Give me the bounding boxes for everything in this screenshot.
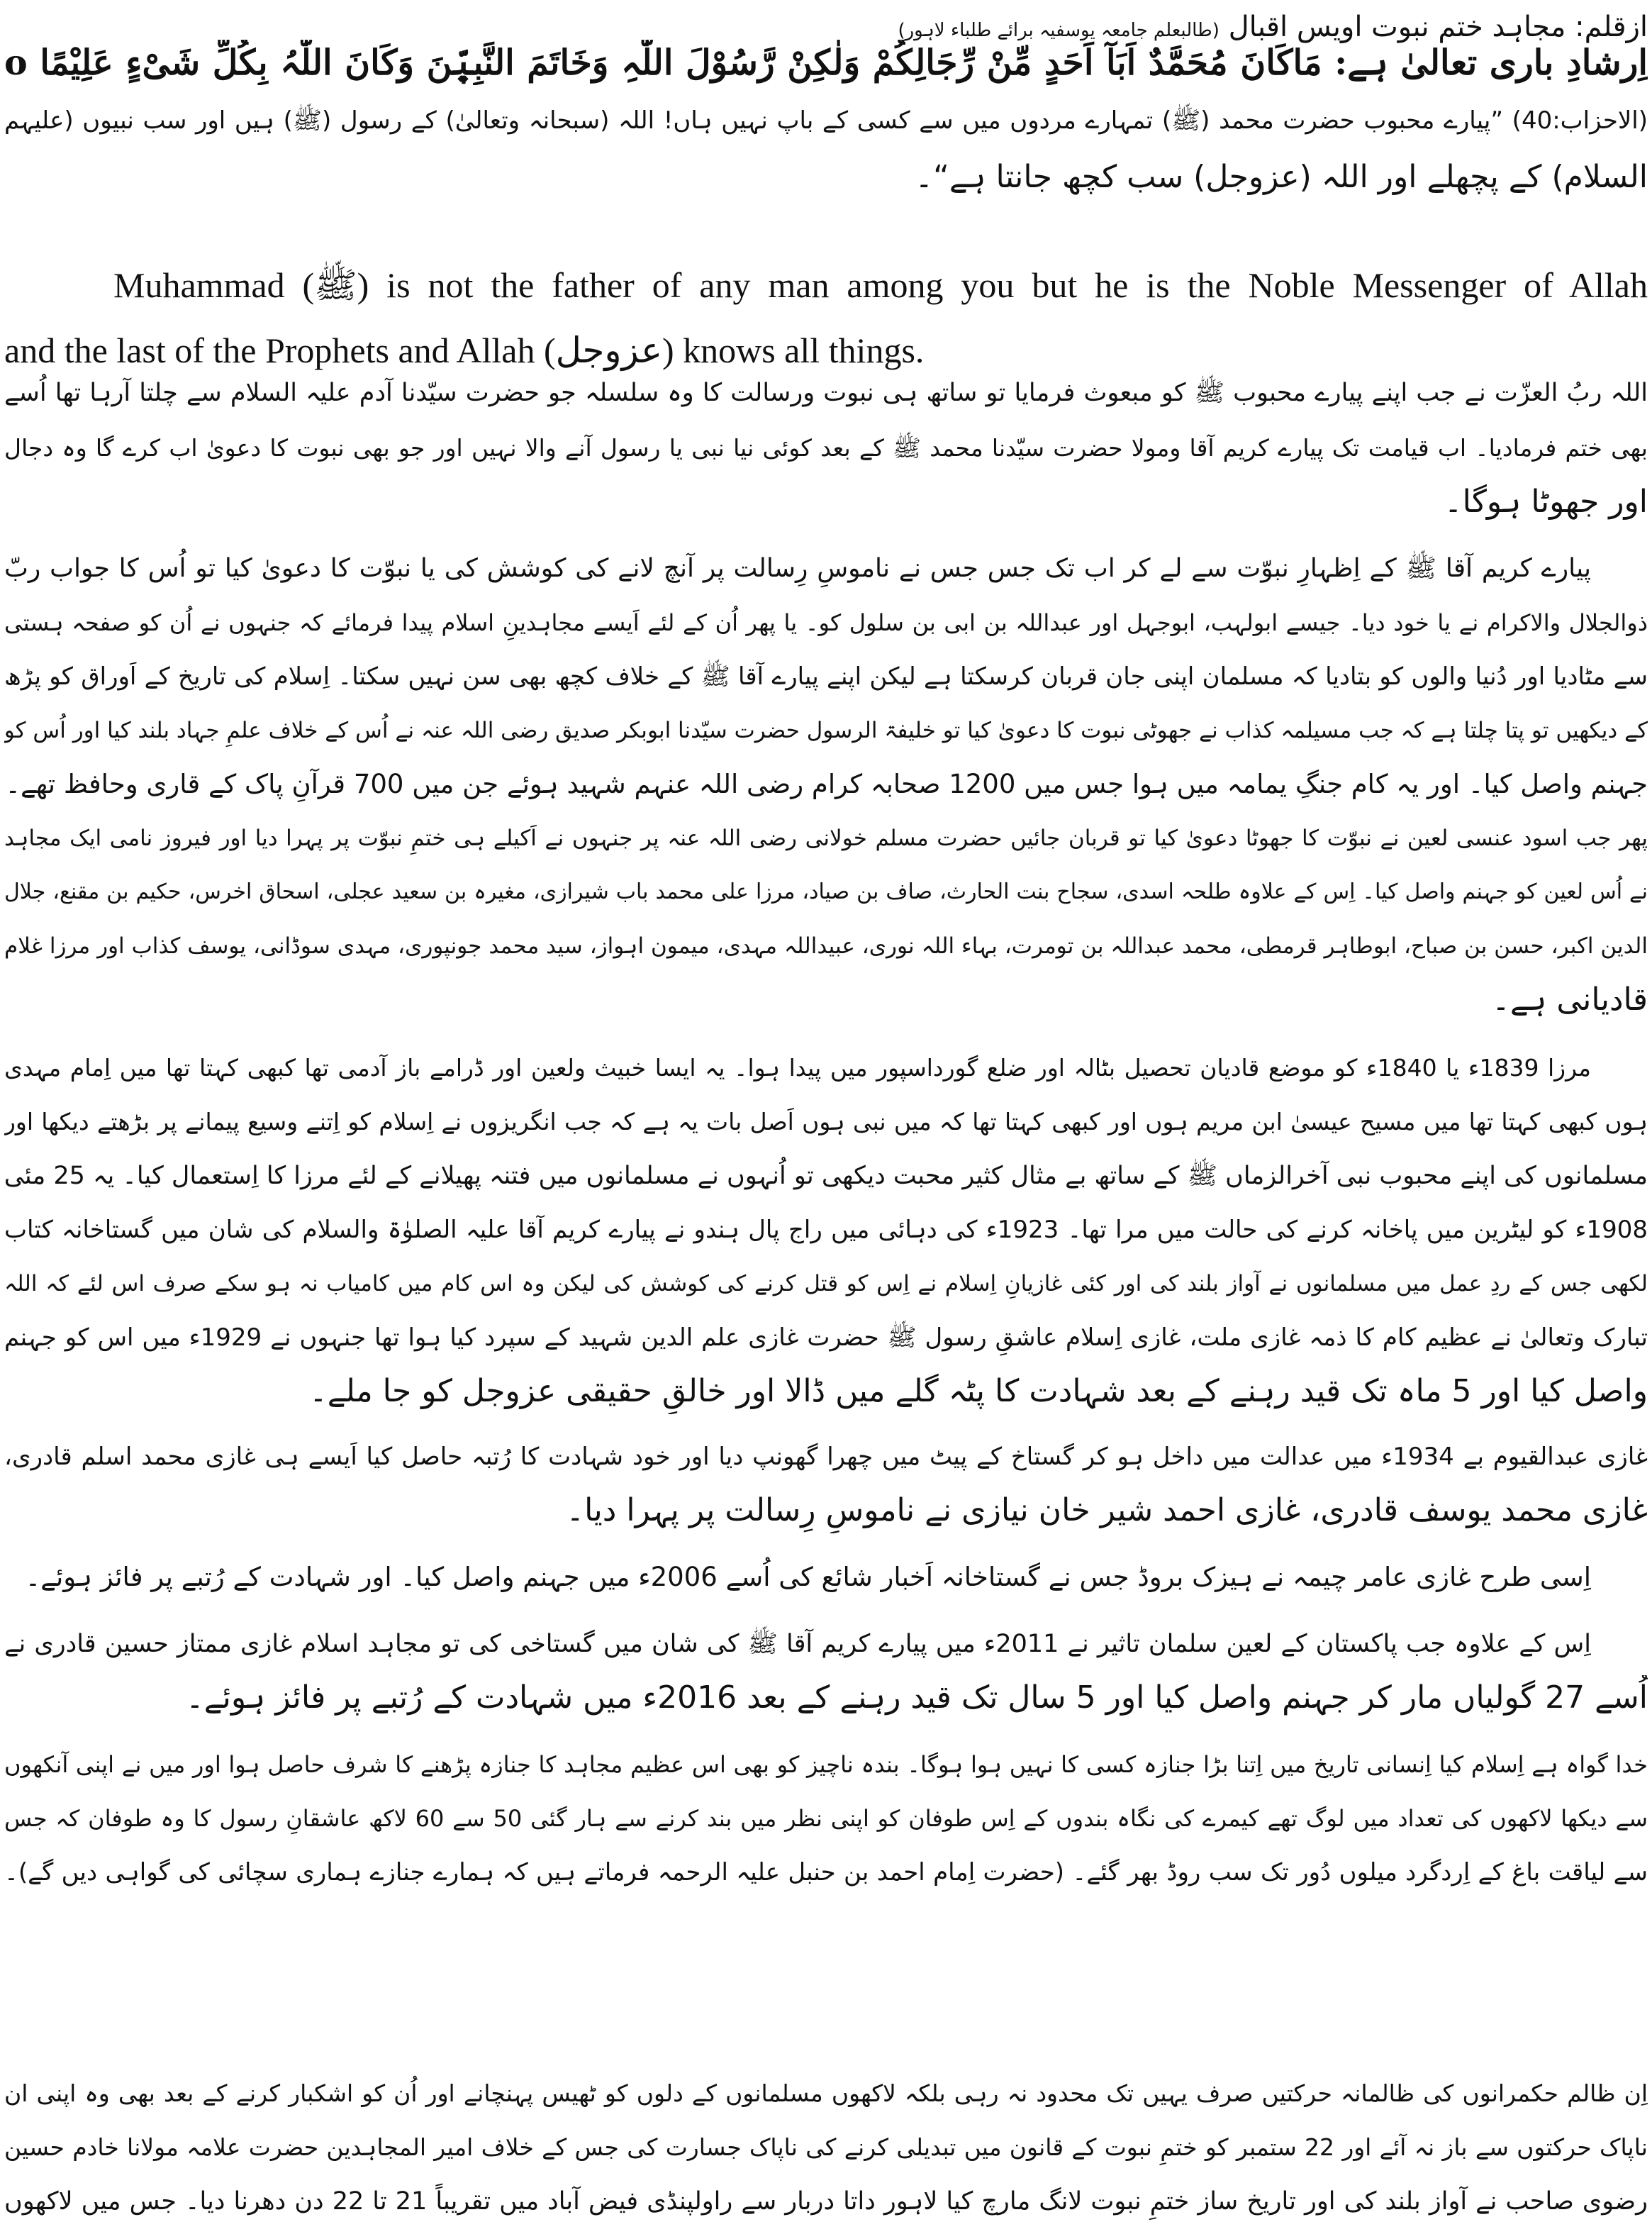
- paragraph-line: غازی محمد یوسف قادری، غازی احمد شیر خان نیازی نے ناموسِ رِسالت پر پہرا دیا۔: [566, 1492, 1648, 1528]
- author-name: ازقلم: مجاہد ختم نبوت اویس اقبال: [1228, 11, 1648, 43]
- paragraph-line: ذوالجلال والاکرام نے یا خود دیا۔ جیسے ابولہب، ابوجہل اور عبداللہ بن ابی بن سلول کو۔ یا پھر اُن کے لئے اَیسے مجاہدینِ اسلام پیدا فرمائے کہ جنہوں نے اُن کو صفحہ ہستی: [4, 609, 1648, 636]
- paragraph-line: اللہ ربُ العزّت نے جب اپنے پیارے محبوب ﷺ کو مبعوث فرمایا تو ساتھ ہی نبوت ورسالت کا وہ سلسلہ جو حضرت سیّدنا آدم علیہ السلام سے چلتا آرہا تھا اُسے: [4, 379, 1648, 407]
- paragraph-line: لکھی جس کے ردِ عمل میں مسلمانوں نے آواز بلند کی اور کئی غازیانِ اِسلام نے اِس کو قتل کرنے کی کوشش کی لیکن وہ اس کام میں کامیاب نہ ہو سکے صرف اس لئے کہ اللہ: [4, 1271, 1648, 1296]
- paragraph-line: سے دیکھا لاکھوں کی تعداد میں لوگ تھے کیمرے کی نگاہ بندوں کے اِس طوفان کو اپنی نظر میں بند کرنے سے ہار گئی 50 سے 60 لاکھ عاشقانِ رسول کا وہ طوفان کہ جس: [4, 1805, 1648, 1832]
- paragraph-line: ہوں کبھی کہتا تھا میں مسیح عیسیٰ ابن مریم ہوں اور کبھی کہتا تھا کہ میں نبی ہوں اَصل بات یہ ہے کہ جب انگریزوں نے اِسلام کو اِتنے وسیع پیمانے پر بڑھتے دیکھا اور: [4, 1108, 1648, 1135]
- paragraph-line: پیارے کریم آقا ﷺ کے اِظہارِ نبوّت سے لے کر اب تک جس جس نے ناموسِ رِسالت پر آنچ لانے کی کوشش کی یا نبوّت کا دعویٰ کیا تو اُس کا جواب ربّ: [4, 554, 1591, 583]
- paragraph-line: کے دیکھیں تو پتا چلتا ہے کہ جب مسیلمہ کذاب نے جھوٹی نبوت کا دعویٰ کیا تو خلیفۃ الرسول حضرت سیّدنا ابوبکر صدیق رضی اللہ عنہ نے اُس کے خلاف علمِ جہاد بلند کیا اور اُس کو: [4, 718, 1648, 743]
- paragraph-line: قادیانی ہے۔: [1492, 982, 1648, 1018]
- english-translation-line: Muhammad (ﷺ) is not the father of any man among you but he is the Noble Messenger of Allah: [113, 265, 1648, 305]
- verse-translation-line: السلام) کے پچھلے اور اللہ (عزوجل) سب کچھ جانتا ہے“۔: [915, 159, 1648, 195]
- paragraph-line: اِن ظالم حکمرانوں کی ظالمانہ حرکتیں صرف یہیں تک محدود نہ رہی بلکہ لاکھوں مسلمانوں کے دلوں کو ٹھیس پہنچانے اور اُن کو اشکبار کرنے کے بعد بھی وہ اپنی ان: [4, 2079, 1648, 2107]
- paragraph-line: اُسے 27 گولیاں مار کر جہنم واصل کیا اور 5 سال تک قید رہنے کے بعد 2016ء میں شہادت کے رُتبے پر فائز ہوئے۔: [186, 1679, 1648, 1716]
- english-translation-line: and the last of the Prophets and Allah (عزوجل) knows all things.: [4, 330, 925, 370]
- paragraph-line: بھی ختم فرمادیا۔ اب قیامت تک پیارے کریم آقا ومولا حضرت سیّدنا محمد ﷺ کے بعد کوئی نیا نبی یا رسول آنے والا نہیں اور جو بھی نبوت کا دعویٰ اب کرے گا وہ دجال: [4, 434, 1648, 462]
- paragraph-line: مرزا 1839ء یا 1840ء کو موضع قادیان تحصیل بٹالہ اور ضلع گورداسپور میں پیدا ہوا۔ یہ ایسا خبیث ولعین اور ڈرامے باز آدمی تھا کبھی کہتا تھا میں اِمام مہدی: [4, 1054, 1591, 1082]
- paragraph-line: الدین اکبر، حسن بن صباح، ابوطاہر قرمطی، محمد عبداللہ بن تومرت، بہاء اللہ نوری، عبیداللہ مہدی، میمون اہواز، سید محمد جونپوری، مہدی سوڈانی، یوسف کذاب اور مرزا غلام: [4, 933, 1648, 959]
- verse-line: اِرشادِ باری تعالیٰ ہے: مَاکَانَ مُحَمَّدٌ اَبَآ اَحَدٍ مِّنْ رِّجَالِکُمْ وَلٰکِنْ رَّسُوْلَ اللّٰہِ وَخَاتَمَ النَّبِیّٖنَ وَکَانَ اللّٰہُ بِکُلِّ شَیْءٍ عَلِیْمًا o: [4, 42, 1648, 83]
- paragraph-line: پھر جب اسود عنسی لعین نے نبوّت کا جھوٹا دعویٰ کیا تو قربان جائیں حضرت مسلم خولانی رضی اللہ عنہ پر جنہوں نے اَکیلے ہی ختمِ نبوّت پر پہرا دیا اور فیروز نامی ایک مجاہد: [4, 826, 1648, 851]
- paragraph-line: سے مٹادیا اور دُنیا والوں کو بتادیا کہ مسلمان اپنی جان قربان کرسکتا ہے لیکن اپنے پیارے آقا ﷺ کے خلاف کچھ بھی سن نہیں سکتا۔ اِسلام کی تاریخ کے اَوراق کو پڑھ: [4, 662, 1648, 691]
- paragraph-line: واصل کیا اور 5 ماہ تک قید رہنے کے بعد شہادت کا پٹہ گلے میں ڈالا اور خالقِ حقیقی عزوجل کو جا ملے۔: [308, 1373, 1648, 1409]
- paragraph-line: نے اُس لعین کو جہنم واصل کیا۔ اِس کے علاوہ طلحہ اسدی، سجاح بنت الحارث، صاف بن صیاد، مرزا علی محمد باب شیرازی، مغیرہ بن سعید عجلی، اسحاق اخرس، حکیم بن مقنع، جلال: [4, 879, 1648, 904]
- paragraph-line: 1908ء کو لیٹرین میں پاخانہ کرنے کی حالت میں مرا تھا۔ 1923ء کی دہائی میں راج پال ہندو نے پیارے کریم آقا علیہ الصلوٰۃ والسلام کی شان میں گستاخانہ کتاب: [4, 1216, 1648, 1244]
- verse-translation-line: (الاحزاب:40) ”پیارے محبوب حضرت محمد (ﷺ) تمہارے مردوں میں سے کسی کے باپ نہیں ہاں! اللہ (سبحانہ وتعالیٰ) کے رسول (ﷺ) ہیں اور سب نبیوں (علیہم: [4, 106, 1648, 135]
- paragraph-line: جہنم واصل کیا۔ اور یہ کام جنگِ یمامہ میں ہوا جس میں 1200 صحابہ کرام رضی اللہ عنہم شہید ہوئے جن میں 700 قرآنِ پاک کے قاری وحافظ تھے۔: [5, 769, 1648, 799]
- paragraph-line: تبارک وتعالیٰ نے عظیم کام کا ذمہ غازی ملت، غازی اِسلام عاشقِ رسول ﷺ حضرت غازی علم الدین شہید کے سپرد کیا ہوا تھا جنہوں نے 1929ء میں اس کو جہنم: [4, 1323, 1648, 1352]
- paragraph-line: اِسی طرح غازی عامر چیمہ نے ہیزک بروڈ جس نے گستاخانہ اَخبار شائع کی اُسے 2006ء میں جہنم واصل کیا۔ اور شہادت کے رُتبے پر فائز ہوئے۔: [25, 1562, 1591, 1592]
- paragraph-line: رضوی صاحب نے آواز بلند کی اور تاریخ ساز ختمِ نبوت لانگ مارچ کیا لاہور داتا دربار سے راولپنڈی فیض آباد میں تقریباً 21 تا 22 دن دھرنا دیا۔ جس میں لاکھوں: [4, 2187, 1648, 2216]
- paragraph-line: غازی عبدالقیوم بے 1934ء میں عدالت میں داخل ہو کر گستاخ کے پیٹ میں چھرا گھونپ دیا اور خود شہادت کا رُتبہ حاصل کیا اَیسے ہی غازی محمد اسلم قادری،: [4, 1443, 1648, 1471]
- author-affiliation: (طالبعلم جامعہ یوسفیہ برائے طلباء لاہور): [898, 20, 1220, 41]
- paragraph-line: اور جھوٹا ہوگا۔: [1444, 484, 1648, 520]
- paragraph-line: اِس کے علاوہ جب پاکستان کے لعین سلمان تاثیر نے 2011ء میں پیارے کریم آقا ﷺ کی شان میں گستاخی کی تو مجاہد اسلام غازی ممتاز حسین قادری نے: [4, 1630, 1591, 1658]
- paragraph-line: مسلمانوں کی اپنے محبوب نبی آخرالزماں ﷺ کے ساتھ بے مثال کثیر محبت دیکھی تو اُنہوں نے مسلمانوں میں فتنہ پھیلانے کے لئے مرزا کا اِستعمال کیا۔ یہ 25 مئی: [4, 1162, 1648, 1190]
- paragraph-line: ناپاک حرکتوں سے باز نہ آئے اور 22 ستمبر کو ختمِ نبوت کے قانون میں تبدیلی کرنے کی ناپاک جسارت کی جس کے خلاف امیر المجاہدین حضرت علامہ مولانا خادم حسین: [4, 2133, 1648, 2161]
- paragraph-line: خدا گواہ ہے اِسلام کیا اِنسانی تاریخ میں اِتنا بڑا جنازہ کسی کا نہیں ہوا ہوگا۔ بندہ ناچیز کو بھی اس عظیم مجاہد کا جنازہ پڑھنے کا شرف حاصل ہوا اور میں نے اپنی آنکھوں: [4, 1751, 1648, 1778]
- paragraph-line: سے لیاقت باغ کے اِردگرد میلوں دُور تک سب روڈ بھر گئے۔ (حضرت اِمام احمد بن حنبل علیہ الرحمہ فرماتے ہیں کہ ہمارے جنازے ہماری سچائی کی گواہی دیں گے)۔: [4, 1858, 1648, 1887]
